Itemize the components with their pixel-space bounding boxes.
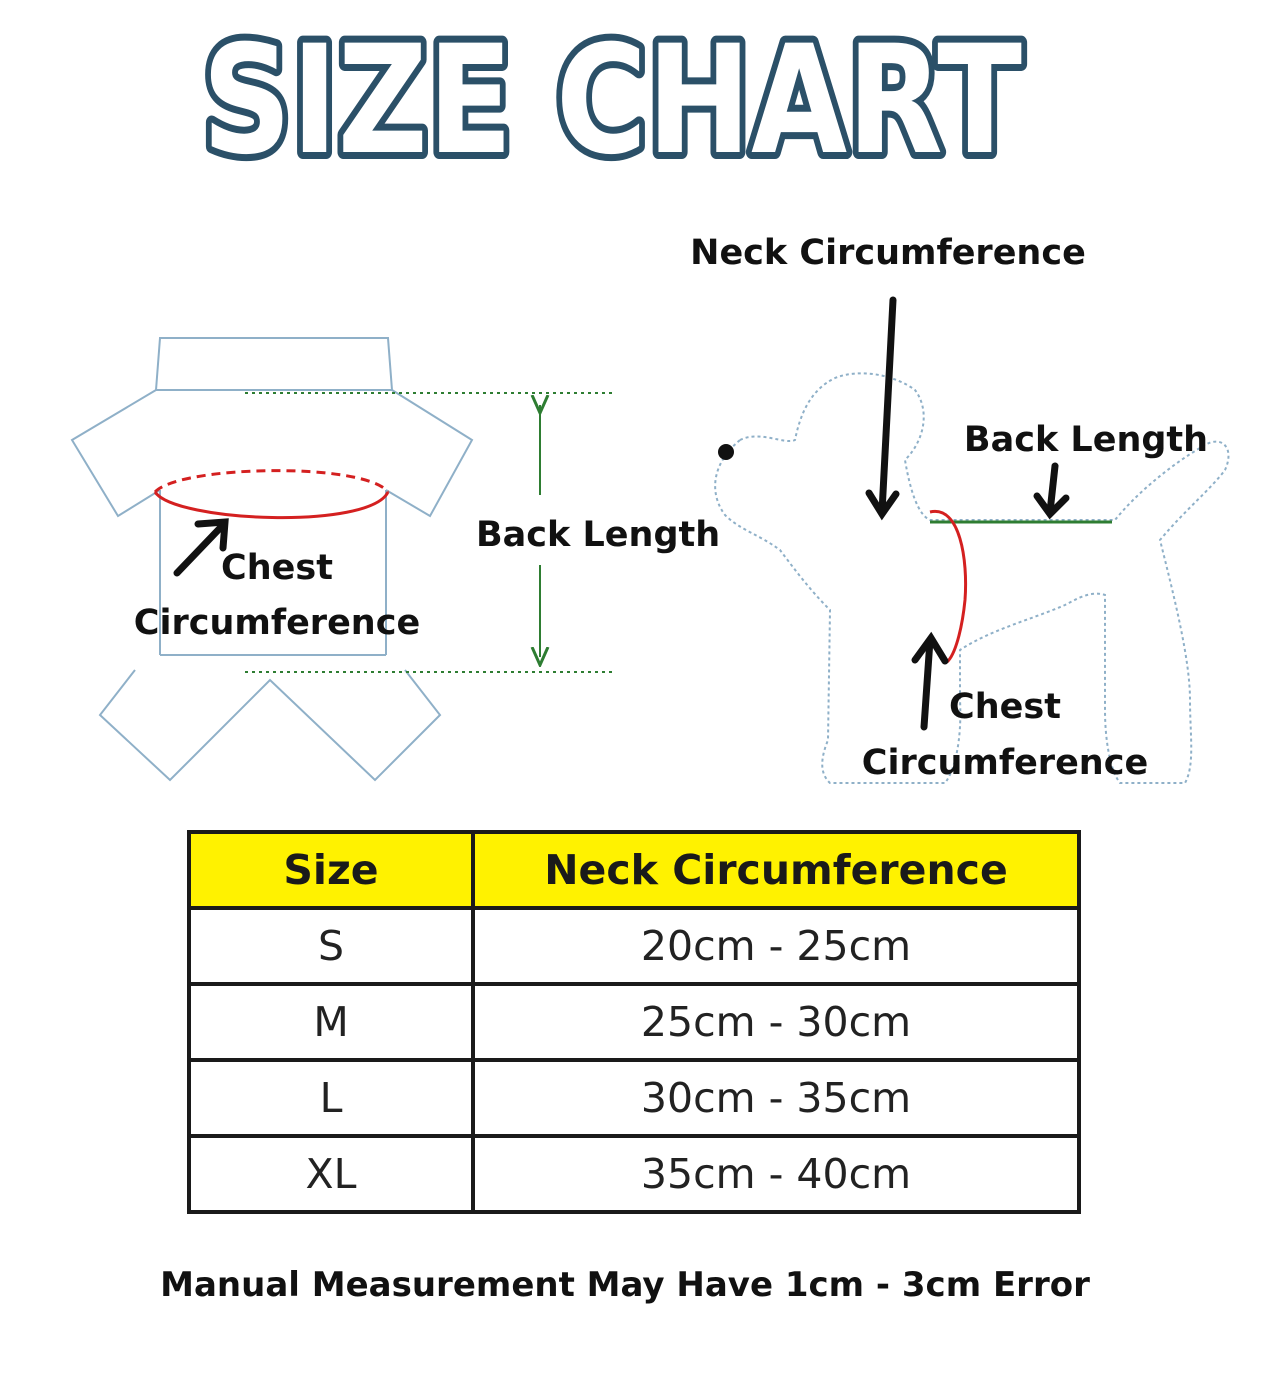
- dog-neck-arrow: [869, 300, 896, 514]
- title-banner: [0, 0, 1285, 200]
- measurement-error-note: Manual Measurement May Have 1cm - 3cm Error: [160, 1265, 1090, 1305]
- table-row: [189, 908, 1079, 984]
- table-row: [189, 1136, 1079, 1212]
- table-row: [189, 1060, 1079, 1136]
- measurement-diagram: [0, 200, 1285, 810]
- header-size: Size: [189, 832, 473, 908]
- table-row: [189, 984, 1079, 1060]
- neck-range-cell: 20cm - 25cm: [473, 908, 1079, 984]
- size-table: [187, 830, 1081, 1214]
- garment-drawing: [72, 338, 720, 780]
- table-header-row: [189, 832, 1079, 908]
- size-cell: L: [189, 1060, 473, 1136]
- dog-back-arrow: [1037, 466, 1066, 514]
- dog-chest-arrow: [915, 638, 945, 727]
- dog-chest-label-line2: Circumference: [861, 743, 1149, 783]
- dog-drawing: [690, 233, 1228, 783]
- dog-neck-label: Neck Circumference: [690, 233, 1086, 273]
- neck-range-cell: 30cm - 35cm: [473, 1060, 1079, 1136]
- dog-chest-label-line1: Chest: [949, 687, 1061, 727]
- garment-chest-label-line2: Circumference: [133, 603, 421, 643]
- size-cell: XL: [189, 1136, 473, 1212]
- size-cell: S: [189, 908, 473, 984]
- neck-range-cell: 25cm - 30cm: [473, 984, 1079, 1060]
- page-title: SIZE CHART: [202, 14, 1022, 188]
- dog-back-length-label: Back Length: [963, 420, 1209, 460]
- garment-chest-label-line1: Chest: [221, 548, 333, 588]
- garment-back-length-label: Back Length: [476, 515, 721, 555]
- header-neck-circumference: Neck Circumference: [473, 832, 1079, 908]
- dog-nose: [718, 444, 734, 460]
- size-cell: M: [189, 984, 473, 1060]
- garment-chest-arrow: [177, 522, 225, 573]
- neck-range-cell: 35cm - 40cm: [473, 1136, 1079, 1212]
- garment-chest-ellipse: [155, 471, 388, 518]
